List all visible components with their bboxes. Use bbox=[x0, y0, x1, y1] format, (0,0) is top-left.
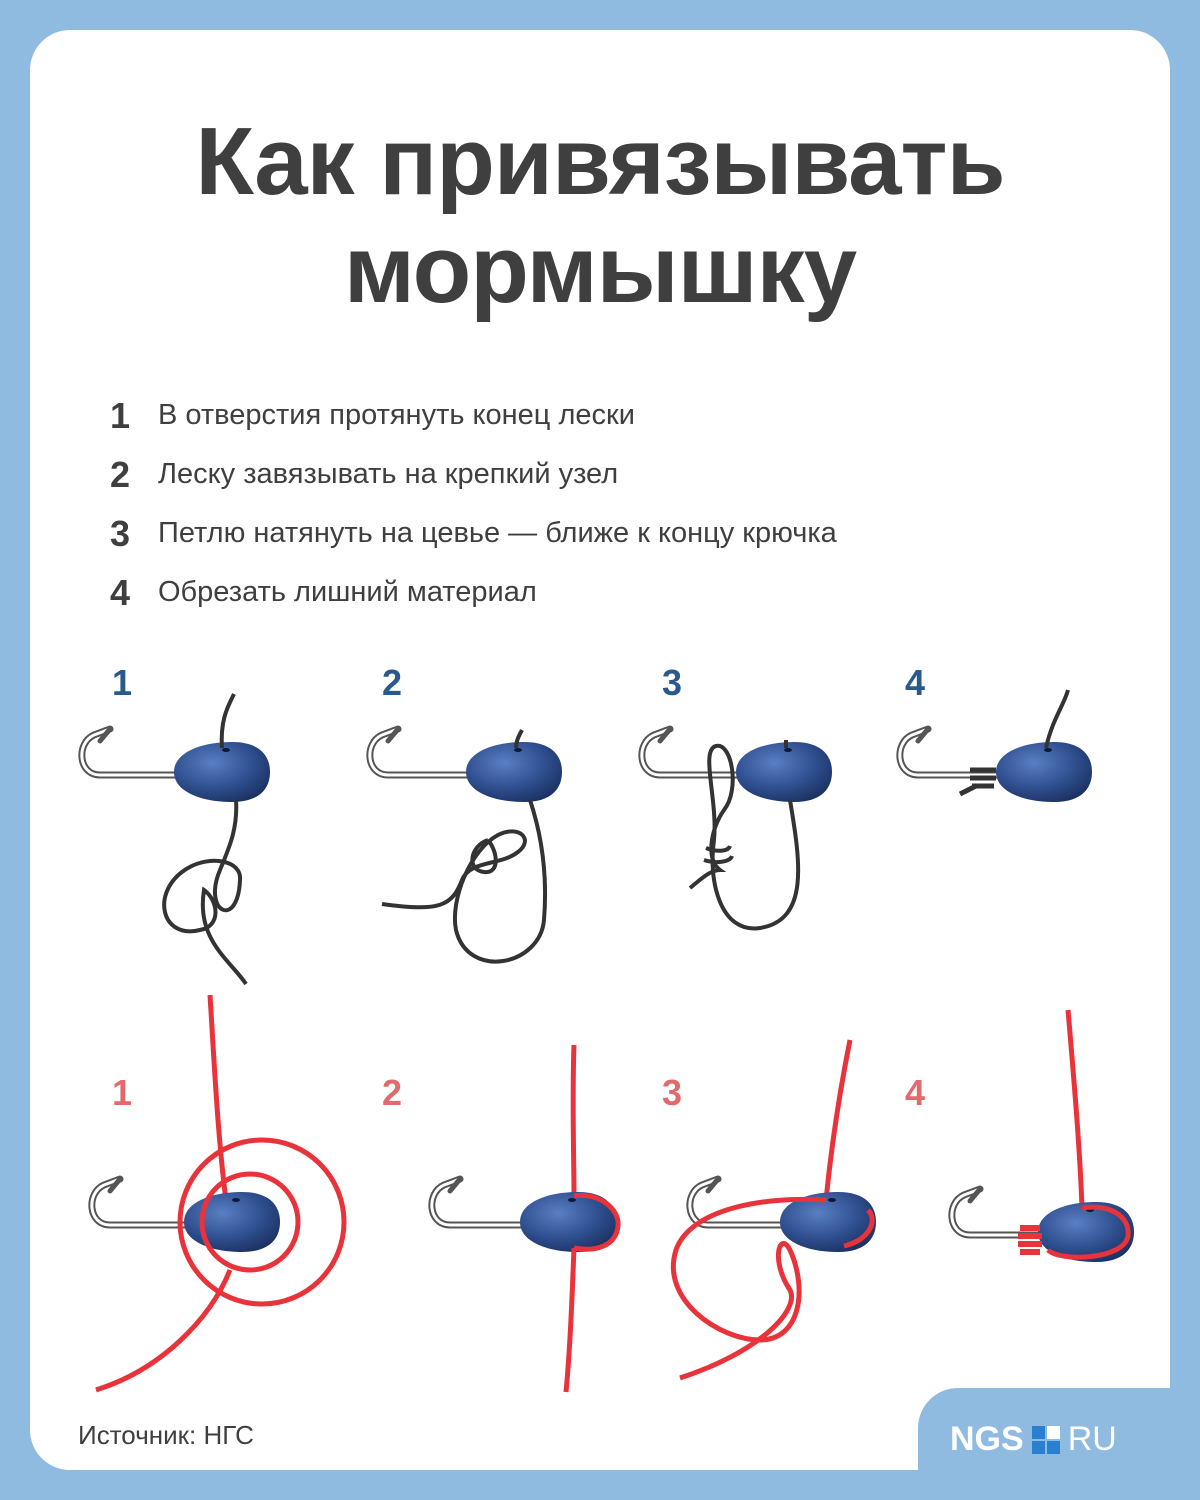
source-caption: Источник: НГС bbox=[78, 1420, 254, 1450]
red-step-label-3: 3 bbox=[662, 1072, 683, 1113]
blue-step-label-3: 3 bbox=[662, 662, 683, 703]
logo-tld-text: RU bbox=[1067, 1420, 1117, 1458]
step-text: Леску завязывать на крепкий узел bbox=[158, 458, 619, 490]
red-method-step-2 bbox=[432, 1045, 618, 1392]
step-text: В отверстия протянуть конец лески bbox=[158, 399, 635, 431]
red-method-step-1 bbox=[92, 995, 344, 1390]
step-number: 2 bbox=[110, 453, 131, 495]
red-method-step-3 bbox=[673, 1040, 876, 1378]
step-number: 4 bbox=[110, 571, 131, 613]
blue-method-step-4 bbox=[900, 690, 1092, 802]
red-method-step-4 bbox=[952, 1010, 1134, 1262]
red-step-label-4: 4 bbox=[905, 1072, 926, 1113]
step-number: 3 bbox=[110, 512, 131, 554]
red-step-label-1: 1 bbox=[112, 1072, 133, 1113]
logo-square-icon bbox=[1032, 1426, 1060, 1454]
blue-step-label-2: 2 bbox=[382, 662, 403, 703]
logo-main-text: NGS bbox=[950, 1420, 1024, 1458]
step-text: Петлю натянуть на цевье — ближе к концу крючка bbox=[158, 517, 837, 549]
ngs-logo[interactable] bbox=[950, 1420, 1117, 1459]
title-line-2: мормышку bbox=[343, 216, 857, 323]
step-number: 1 bbox=[110, 394, 131, 436]
step-text: Обрезать лишний материал bbox=[158, 576, 537, 608]
blue-step-label-4: 4 bbox=[905, 662, 926, 703]
blue-method-step-2 bbox=[370, 729, 562, 962]
blue-step-label-1: 1 bbox=[112, 662, 133, 703]
red-step-label-2: 2 bbox=[382, 1072, 403, 1113]
blue-method-step-1 bbox=[82, 694, 270, 984]
blue-method-step-3 bbox=[642, 729, 832, 928]
title-line-1: Как привязывать bbox=[195, 108, 1005, 215]
